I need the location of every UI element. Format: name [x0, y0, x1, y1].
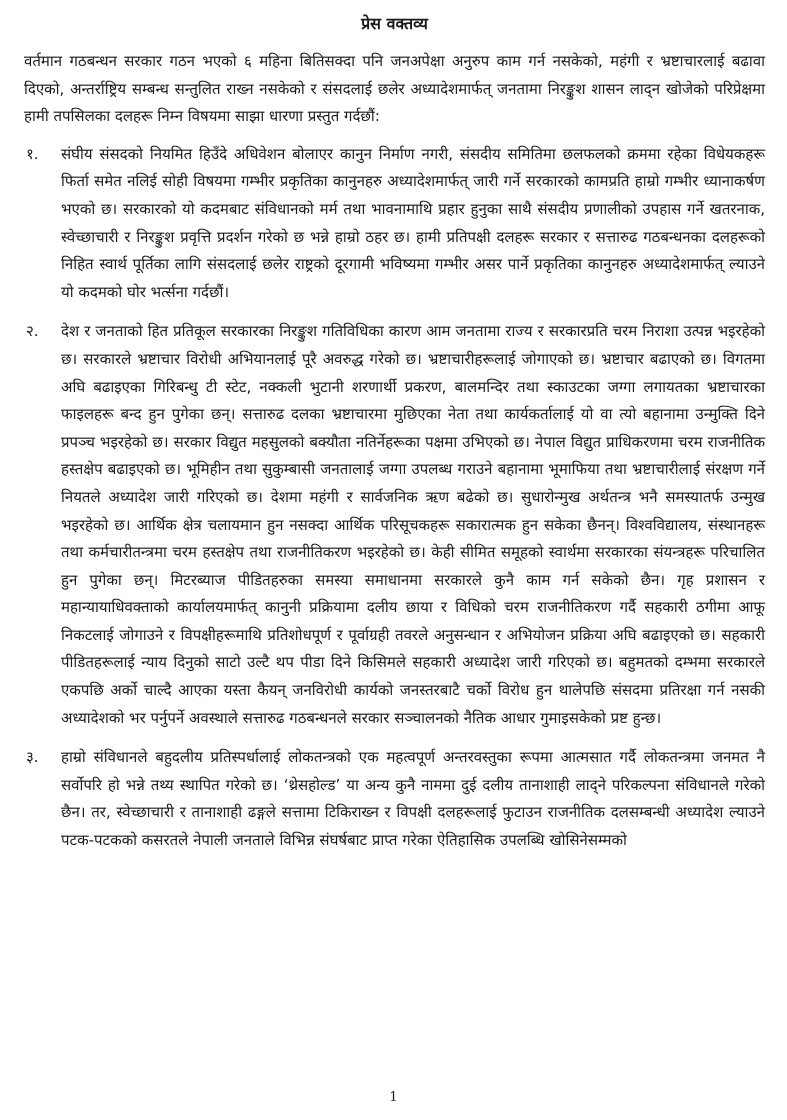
item-number: २.	[26, 322, 39, 341]
list-item	[24, 318, 765, 732]
item-text: संघीय संसदको नियमित हिउँदे अधिवेशन बोलाएर कानुन निर्माण नगरी, संसदीय समितिमा छलफलको क्रममा रहेका विधेयकहरू फिर्ता समेत नलिई सोही विषयमा गम्भीर प्रकृतिका कानुनहरु अध्यादेशमार्फत् जारी गर्ने सरकारको कामप्रति हाम्रो गम्भीर ध्यानाकर्षण भएको छ। सरकारको यो कदमबाट संविधानको मर्म तथा भावनामाथि प्रहार हुनुका साथै संसदीय प्रणालीको उपहास गर्ने खतरनाक, स्वेच्छाचारी र निरङ्कुश प्रवृत्ति प्रदर्शन गरेको छ भन्ने हाम्रो ठहर छ। हामी प्रतिपक्षी दलहरू सरकार र सत्तारुढ गठबन्धनका दलहरूको निहित स्वार्थ पूर्तिका लागि संसदलाई छलेर राष्ट्रको दूरगामी भविष्यमा गम्भीर असर पार्ने प्रकृतिका कानुनहरु अध्यादेशमार्फत् ल्याउने यो कदमको घोर भर्त्सना गर्दछौं।	[61, 144, 765, 301]
item-text: देश र जनताको हित प्रतिकूल सरकारका निरङ्कुश गतिविधिका कारण आम जनतामा राज्य र सरकारप्रति चरम निराशा उत्पन्न भइरहेको छ। सरकारले भ्रष्टाचार विरोधी अभियानलाई पूरै अवरुद्ध गरेको छ। भ्रष्टाचारीहरूलाई जोगाएको छ। भ्रष्टाचार बढाएको छ। विगतमा अघि बढाइएका गिरिबन्धु टी स्टेट, नक्कली भुटानी शरणार्थी प्रकरण, बालमन्दिर तथा स्काउटका जग्गा लगायतका भ्रष्टाचारका फाइलहरू बन्द हुन पुगेका छन्। सत्तारुढ दलका भ्रष्टाचारमा मुछिएका नेता तथा कार्यकर्तालाई यो वा त्यो बहानामा उन्मुक्ति दिने प्रपञ्च भइरहेको छ। सरकार विद्युत महसुलको बक्यौता नतिर्नेहरूका पक्षमा उभिएको छ। नेपाल विद्युत प्राधिकरणमा चरम राजनीतिक हस्तक्षेप बढाइएको छ। भूमिहीन तथा सुकुम्बासी जनतालाई जग्गा उपलब्ध गराउने बहानामा भूमाफिया तथा भ्रष्टाचारीलाई संरक्षण गर्ने नियतले अध्यादेश जारी गरिएको छ। देशमा महंगी र सार्वजनिक ऋण बढेको छ। सुधारोन्मुख अर्थतन्त्र भनै समस्यातर्फ उन्मुख भइरहेको छ। आर्थिक क्षेत्र चलायमान हुन नसक्दा आर्थिक परिसूचकहरू सकारात्मक हुन सकेका छैनन्। विश्वविद्यालय, संस्थानहरू तथा कर्मचारीतन्त्रमा चरम हस्तक्षेप तथा राजनीतिकरण भइरहेको छ। केही सीमित समूहको स्वार्थमा सरकारका संयन्त्रहरू परिचालित हुन पुगेका छन्। मिटरब्याज पीडितहरुका समस्या समाधानमा सरकारले कुनै काम गर्न सकेको छैन। गृह प्रशासन र महान्यायाधिवक्ताको कार्यालयमार्फत् कानुनी प्रक्रियामा दलीय छाया र विधिको चरम राजनीतिकरण गर्दै सहकारी ठगीमा आफू निकटलाई जोगाउने र विपक्षीहरूमाथि प्रतिशोधपूर्ण र पूर्वाग्रही तवरले अनुसन्धान र अभियोजन प्रक्रिया अघि बढाइएको छ। सहकारी पीडितहरूलाई न्याय दिनुको साटो उल्टै थप पीडा दिने किसिमले सहकारी अध्यादेश जारी गरिएको छ। बहुमतको दम्भमा सरकारले एकपछि अर्को चाल्दै आएका यस्ता कैयन् जनविरोधी कार्यको जनस्तरबाटै चर्को विरोध हुन थालेपछि संसदमा प्रतिरक्षा गर्न नसकी अध्यादेशको भर पर्नुपर्ने अवस्थाले सत्तारुढ गठबन्धनले सरकार सञ्चालनको नैतिक आधार गुमाइसकेको प्रष्ट हुन्छ।	[61, 322, 765, 727]
document-title: प्रेस वक्तव्य	[361, 14, 428, 33]
list-item	[24, 141, 765, 307]
item-number: ३.	[26, 748, 39, 767]
item-number: १.	[26, 144, 39, 163]
item-text: हाम्रो संविधानले बहुदलीय प्रतिस्पर्धालाई लोकतन्त्रको एक महत्वपूर्ण अन्तरवस्तुका रूपमा आत्मसात गर्दै लोकतन्त्रमा जनमत नै सर्वोपरि हो भन्ने तथ्य स्थापित गरेको छ। ‘थ्रेसहोल्ड’ या अन्य कुनै नाममा दुई दलीय तानाशाही लाद्ने परिकल्पना संविधानले गरेको छैन। तर, स्वेच्छाचारी र तानाशाही ढङ्गले सत्तामा टिकिराख्न र विपक्षी दलहरूलाई फुटाउन राजनीतिक दलसम्बन्धी अध्यादेश ल्याउने पटक-पटकको कसरतले नेपाली जनताले विभिन्न संघर्षबाट प्राप्त गरेका ऐतिहासिक उपलब्धि खोसिनेसम्मको	[61, 748, 765, 850]
page-number: 1	[389, 1090, 398, 1105]
intro-paragraph: वर्तमान गठबन्धन सरकार गठन भएको ६ महिना बितिसक्दा पनि जनअपेक्षा अनुरुप काम गर्न नसकेको, महंगी र भ्रष्टाचारलाई बढावा दिएको, अन्तर्राष्ट्रिय सम्बन्ध सन्तुलित राख्न नसकेको र संसदलाई छलेर अध्यादेशमार्फत् जनतामा निरङ्कुश शासन लाद्न खोजेको परिप्रेक्षमा हामी तपसिलका दलहरू निम्न विषयमा साझा धारणा प्रस्तुत गर्दछौं:	[24, 52, 765, 126]
list-item	[24, 744, 765, 854]
